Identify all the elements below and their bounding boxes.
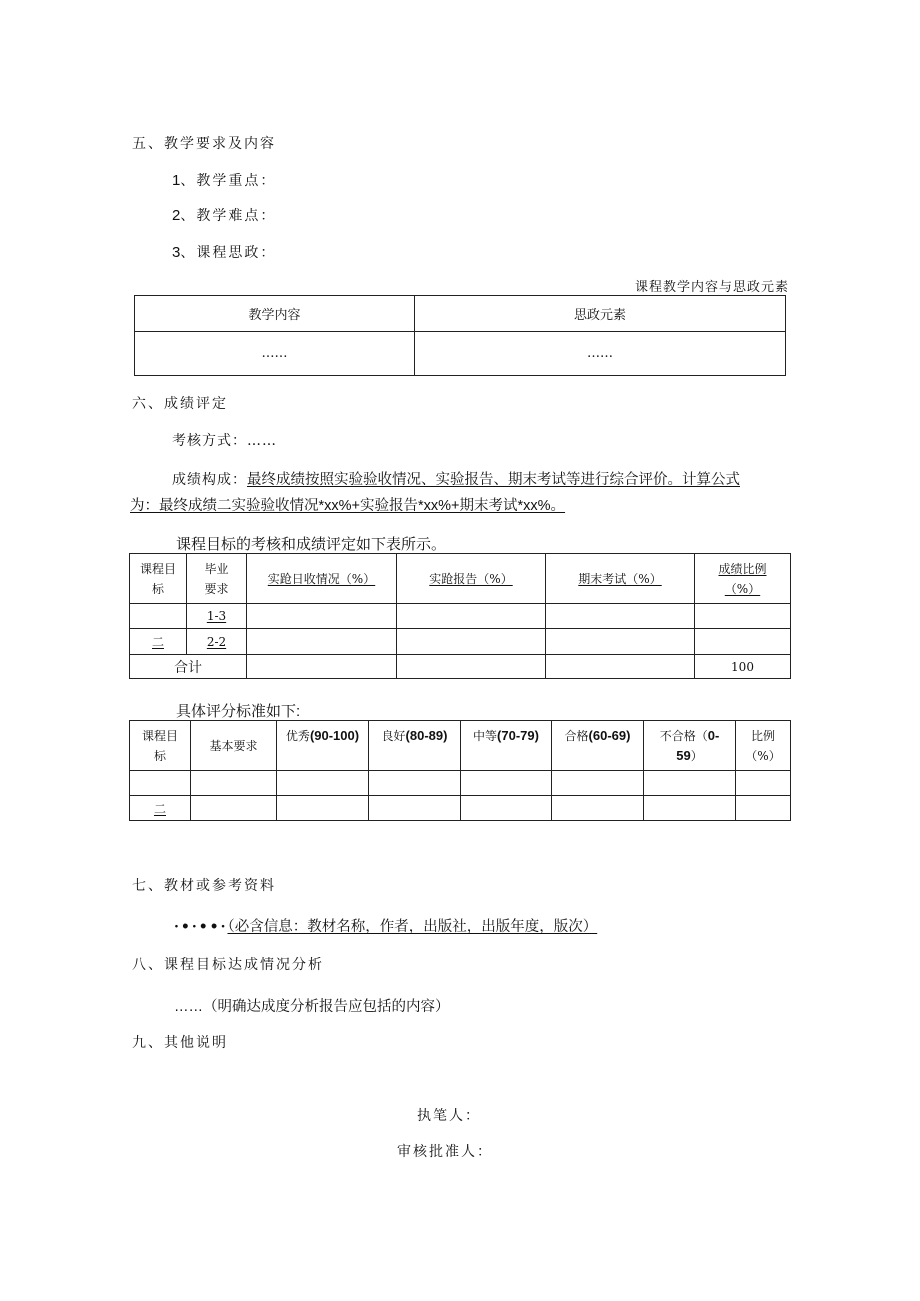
cell <box>369 796 461 821</box>
cell <box>369 771 461 796</box>
header-excellent: 优秀(90-100) <box>277 721 369 771</box>
writer-signature: 执笔人： <box>417 1108 481 1124</box>
references-line <box>174 915 597 936</box>
cell <box>397 655 546 679</box>
references-text: （必含信息：教材名称，作者，出版社，出版年度，版次） <box>227 919 598 935</box>
assessment-table <box>129 553 791 679</box>
table1-intro: 课程目标的考核和成绩评定如下表所示。 <box>176 536 447 553</box>
grading-standard-table <box>129 720 791 821</box>
cell <box>397 629 546 655</box>
item-number: 1 <box>172 172 181 189</box>
table-row <box>130 629 791 655</box>
header-graduation-req: 毕业 要求 <box>187 554 247 604</box>
table-row <box>130 771 791 796</box>
composition-text-2: 为：最终成绩二实验验收情况*xx%+实验报告*xx%+期末考试*xx%。 <box>130 498 566 514</box>
cell-goal <box>130 604 187 629</box>
header-teaching-content: 教学内容 <box>135 296 415 332</box>
cell <box>277 796 369 821</box>
cell <box>461 796 552 821</box>
cell <box>736 796 791 821</box>
cell-goal: 二 <box>130 796 191 821</box>
cell-ideological-elements: …… <box>415 332 786 376</box>
cell <box>397 604 546 629</box>
content-table <box>134 295 786 376</box>
cell <box>461 771 552 796</box>
cell <box>277 771 369 796</box>
header-ideological-elements: 思政元素 <box>415 296 786 332</box>
section-8-title: 八、课程目标达成情况分析 <box>132 957 324 973</box>
cell <box>736 771 791 796</box>
cell <box>546 604 695 629</box>
cell-req: 2-2 <box>187 629 247 655</box>
header-grade-ratio: 成绩比例 （%） <box>695 554 791 604</box>
references-dots: ·•·••· <box>174 919 228 935</box>
cell <box>546 629 695 655</box>
total-label: 合计 <box>130 655 247 679</box>
section-9-title: 九、其他说明 <box>132 1035 228 1051</box>
composition-text-1: 最终成绩按照实验验收情况、实验报告、期末考试等进行综合评价。计算公式 <box>247 472 740 488</box>
section-6-title: 六、成绩评定 <box>132 396 228 412</box>
cell <box>552 771 644 796</box>
header-medium: 中等(70-79) <box>461 721 552 771</box>
item-label: 、教学重点： <box>180 173 277 189</box>
item-label: 、课程思政： <box>180 245 277 261</box>
content-table-caption: 课程教学内容与思政元素 <box>634 280 789 295</box>
header-final-exam: 期末考试（%） <box>546 554 695 604</box>
header-course-goal: 课程目 标 <box>130 721 191 771</box>
cell <box>247 629 397 655</box>
analysis-text: ……（明确达成度分析报告应包括的内容） <box>174 999 450 1015</box>
total-row <box>130 655 791 679</box>
table-row <box>130 796 791 821</box>
table-row <box>130 604 791 629</box>
header-good: 良好(80-89) <box>369 721 461 771</box>
exam-method-label: 考核方式： <box>172 433 247 449</box>
item-label: 、教学难点： <box>180 208 277 224</box>
cell-goal <box>130 771 191 796</box>
header-basic-req: 基本要求 <box>191 721 277 771</box>
exam-method-value: …… <box>247 433 277 449</box>
cell-teaching-content: …… <box>135 332 415 376</box>
cell <box>191 796 277 821</box>
section-7-title: 七、教材或参考资料 <box>132 878 276 894</box>
cell-req: 1-3 <box>187 604 247 629</box>
composition-label: 成绩构成： <box>172 472 247 488</box>
cell <box>191 771 277 796</box>
cell-goal: 二 <box>130 629 187 655</box>
cell <box>644 796 736 821</box>
total-value: 100 <box>695 655 791 679</box>
cell <box>695 604 791 629</box>
header-pass: 合格(60-69) <box>552 721 644 771</box>
table2-intro: 具体评分标准如下: <box>176 703 301 720</box>
section-5-title: 五、教学要求及内容 <box>132 136 276 152</box>
cell <box>247 604 397 629</box>
item-number: 2 <box>172 207 181 224</box>
header-fail: 不合格（0- 59） <box>644 721 736 771</box>
item-number: 3 <box>172 244 181 261</box>
teaching-focus-item <box>172 170 276 190</box>
header-ratio: 比例 （%） <box>736 721 791 771</box>
grade-composition-line1 <box>172 468 740 489</box>
ideological-item <box>172 242 276 262</box>
cell <box>552 796 644 821</box>
cell <box>644 771 736 796</box>
exam-method <box>172 430 277 450</box>
header-report: 实跄报告（%） <box>397 554 546 604</box>
cell <box>247 655 397 679</box>
approver-signature: 审核批准人： <box>397 1144 493 1160</box>
cell <box>695 629 791 655</box>
cell <box>546 655 695 679</box>
header-course-goal: 课程目 标 <box>130 554 187 604</box>
teaching-difficulty-item <box>172 205 276 225</box>
header-acceptance: 实跄日收情况（%） <box>247 554 397 604</box>
